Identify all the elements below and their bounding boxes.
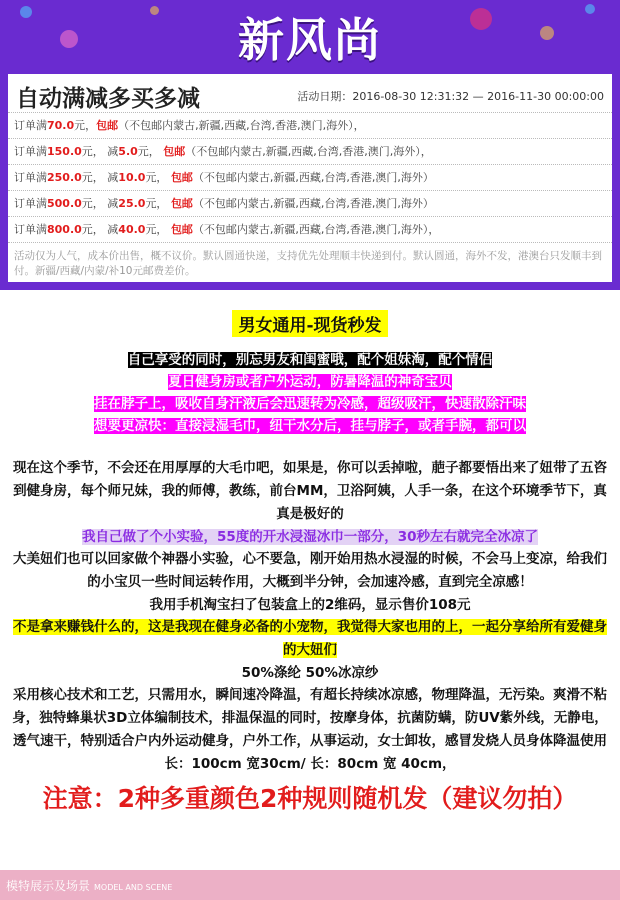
promo-row: 订单满70.0元，包邮（不包邮内蒙古,新疆,西藏,台湾,香港,澳门,海外）， (8, 113, 612, 139)
body-paragraph: 采用核心技术和工艺，只需用水，瞬间速冷降温，有超长持续冰凉感，物理降温，无污染。爽滑不粘身，独特蜂巢状3D立体编制技术，排温保温的同时，按摩身体，抗菌防螨，防UV紫外线，无静电，透气速干，特别适合户内外运动健身，户外工作，从事运动，女士卸妆，感冒发烧人员身体降温使用 (12, 687, 608, 749)
promo-panel (8, 74, 612, 282)
section-heading: 男女通用-现货秒发 (232, 310, 387, 337)
body-paragraph: 现在这个季节，不会还在用厚厚的大毛巾吧，如果是，你可以丢掉啦，萉子都要悟出来了妞带了五咨到健身房，每个师兄妹，我的师傅，教练，前台MM，卫浴阿姨，人手一条，在这个环境季节下，真真是极好的 (13, 460, 607, 522)
product-description (0, 290, 620, 817)
promo-banner (0, 0, 620, 290)
promo-row: 订单满800.0元， 减40.0元， 包邮（不包邮内蒙古,新疆,西藏,台湾,香港,澳门,海外）， (8, 217, 612, 243)
promo-rows (8, 113, 612, 243)
size-line: 长：100cm 宽30cm/ 长：80cm 宽 40cm， (164, 756, 456, 772)
promo-row: 订单满500.0元， 减25.0元， 包邮（不包邮内蒙古,新疆,西藏,台湾,香港,澳门,海外） (8, 191, 612, 217)
section-footer (0, 870, 620, 900)
promo-row: 订单满250.0元， 减10.0元， 包邮（不包邮内蒙古,新疆,西藏,台湾,香港,澳门,海外） (8, 165, 612, 191)
experiment-line: 我自己做了个小实验，55度的开水浸湿冰巾一部分，30秒左右就完全冰凉了 (81, 529, 539, 545)
banner-title: 新风尚 (238, 13, 382, 67)
scan-line: 我用手机淘宝扫了包装盒上的2维码，显示售价108元 (149, 597, 471, 613)
promo-note: 活动仅为人气，成本价出售，概不议价。默认圆通快递，支持优先处理顺丰快递到付。默认圆通，海外不发，港澳台只发顺丰到付。新疆/西藏/内蒙/补10元邮费差价。 (14, 250, 602, 277)
highlight-line: 夏日健身房或者户外运动，防暑降温的神奇宝贝 (168, 374, 452, 390)
notice-text: 注意：2种多重颜色2种规则随机发（建议勿拍） (42, 784, 578, 813)
highlight-paragraph: 不是拿来赚钱什么的，这是我现在健身必备的小宠物，我觉得大家也用的上，一起分享给所有爱健身的大妞们 (13, 619, 607, 658)
promo-title: 自动满减多买多减 (16, 86, 200, 112)
highlight-line: 自己享受的同时，别忘男友和闺蜜哦，配个姐妹淘，配个情侣 (127, 352, 493, 368)
body-paragraph: 大美妞们也可以回家做个神器小实验，心不要急，刚开始用热水浸湿的时候，不会马上变凉，给我们的小宝贝一些时间运转作用，大概到半分钟，会加速冷感，直到完全凉感！ (13, 551, 607, 590)
highlight-line: 想要更凉快：直接浸湿毛巾，纽干水分后，挂与脖子，或者手腕，都可以 (94, 418, 526, 434)
footer-label: 模特展示及场景 MODEL AND SCENE (6, 879, 173, 893)
promo-date: 活动日期：2016-08-30 12:31:32 — 2016-11-30 00:00:00 (297, 90, 604, 103)
highlight-line: 挂在脖子上，吸收自身汗液后会迅速转为冷感，超级吸汗，快速散除汗味 (94, 396, 526, 412)
material-line: 50%涤纶 50%冰凉纱 (241, 665, 379, 681)
promo-header (8, 74, 612, 113)
promo-row: 订单满150.0元， 减5.0元， 包邮（不包邮内蒙古,新疆,西藏,台湾,香港,澳门,海外）， (8, 139, 612, 165)
